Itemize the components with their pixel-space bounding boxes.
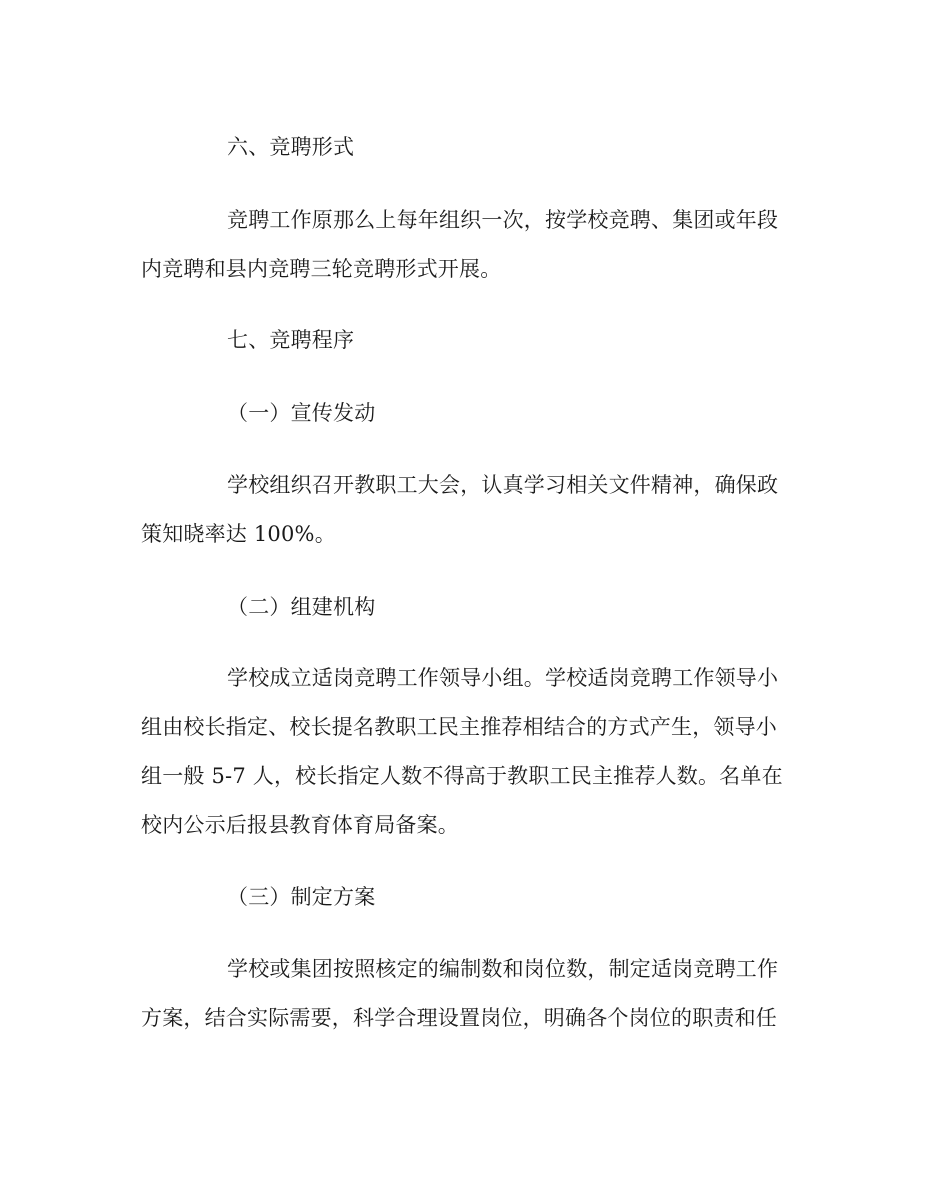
paragraph-six-line-2: 内竞聘和县内竞聘三轮竞聘形式开展。: [141, 257, 502, 281]
subheading-two: （二）组建机构: [227, 595, 376, 619]
paragraph-three-line-1: 学校或集团按照核定的编制数和岗位数，制定适岗竞聘工作: [227, 957, 779, 981]
paragraph-two-line-1: 学校成立适岗竞聘工作领导小组。学校适岗竞聘工作领导小: [227, 666, 779, 690]
section-heading-seven: 七、竞聘程序: [227, 328, 355, 352]
paragraph-two-line-4: 校内公示后报县教育体育局备案。: [141, 813, 459, 837]
paragraph-three-line-2: 方案，结合实际需要，科学合理设置岗位，明确各个岗位的职责和任: [141, 1006, 777, 1030]
subheading-one: （一）宣传发动: [227, 401, 376, 425]
paragraph-two-line-2: 组由校长指定、校长提名教职工民主推荐相结合的方式产生，领导小: [141, 715, 777, 739]
paragraph-two-line-3: 组一般 5-7 人，校长指定人数不得高于教职工民主推荐人数。名单在: [141, 764, 783, 788]
section-heading-six: 六、竞聘形式: [227, 135, 355, 159]
paragraph-one-line-2: 策知晓率达 100%。: [141, 522, 336, 546]
paragraph-one-line-1: 学校组织召开教职工大会，认真学习相关文件精神，确保政: [227, 473, 779, 497]
subheading-three: （三）制定方案: [227, 885, 376, 909]
paragraph-six-line-1: 竞聘工作原那么上每年组织一次，按学校竞聘、集团或年段: [227, 208, 779, 232]
